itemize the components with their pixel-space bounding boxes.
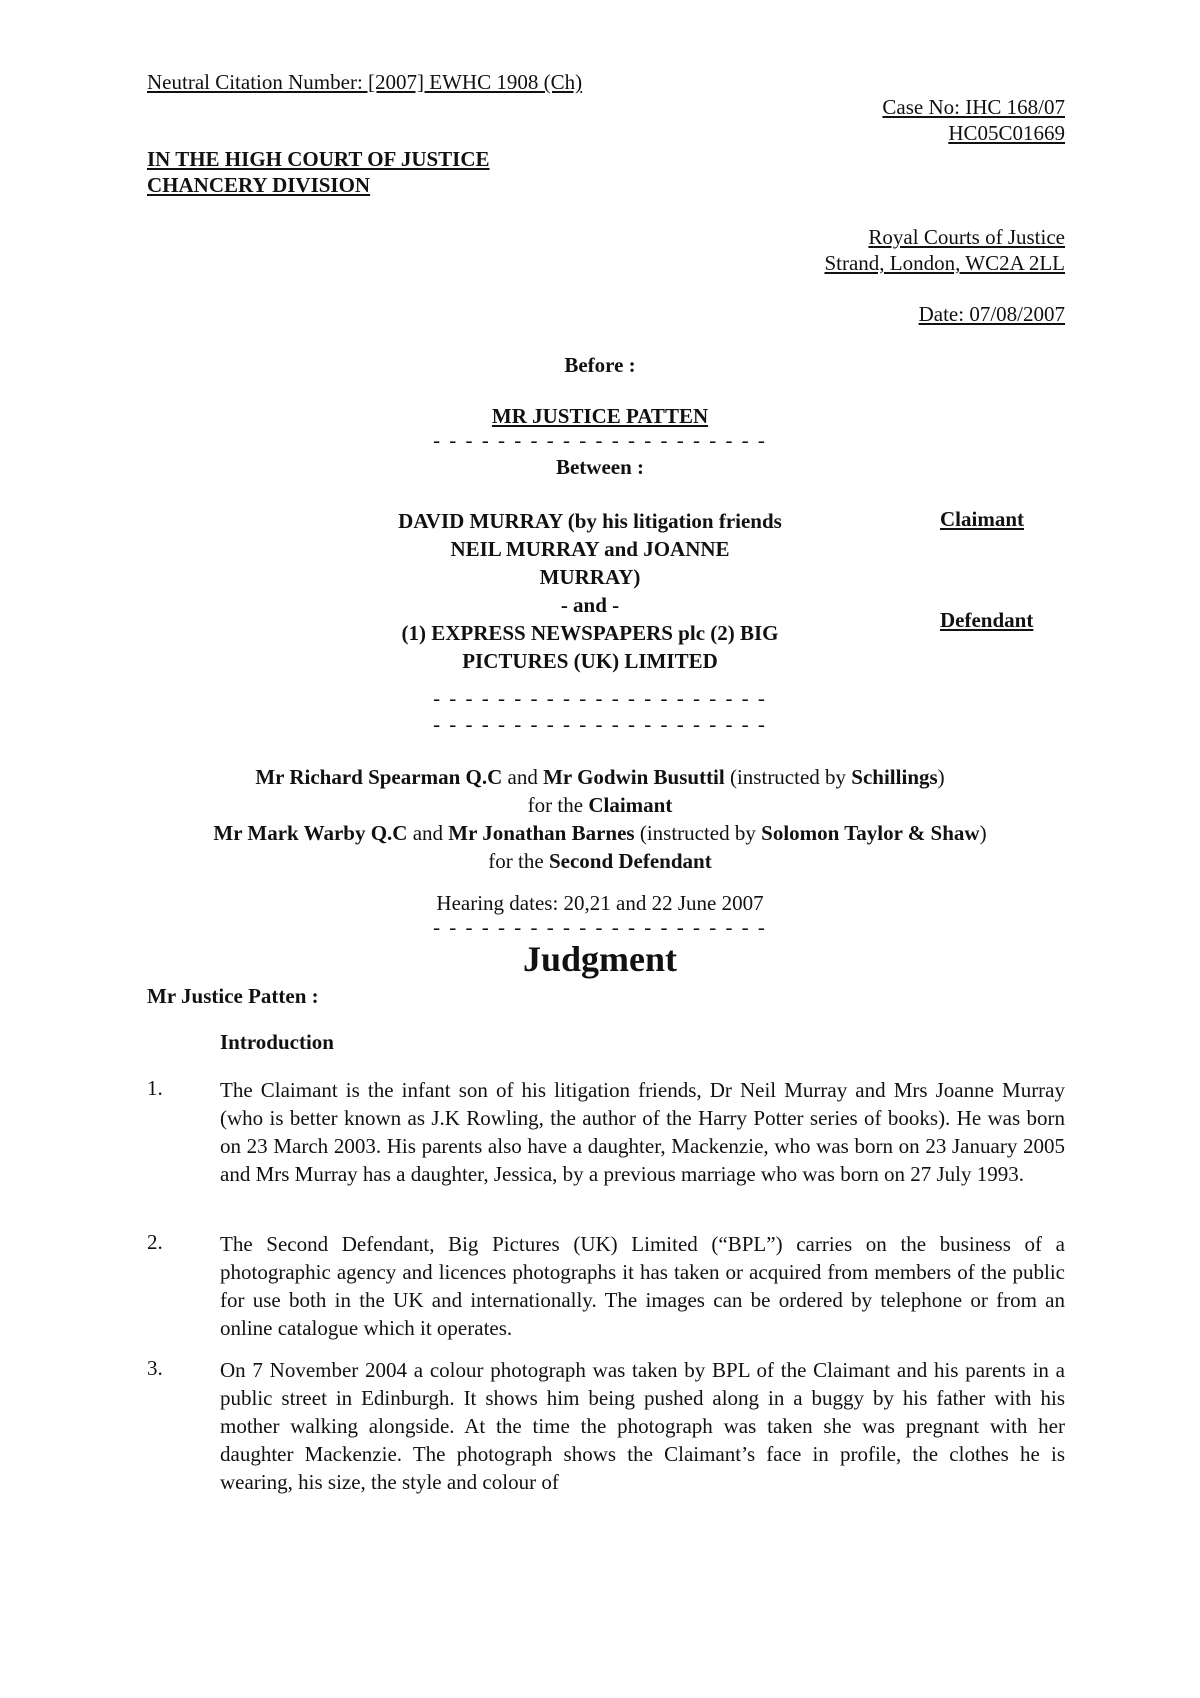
represented-party: Claimant [588,793,673,817]
judgment-title: Judgment [522,939,678,979]
court-address-line1: Royal Courts of Justice [868,225,1065,249]
counsel-and: and [407,821,449,845]
counsel-block [0,763,1200,875]
separator-line: - - - - - - - - - - - - - - - - - - - - - [433,686,767,710]
judgment-date: Date: 07/08/2007 [918,302,1065,326]
before-label: Before : [564,353,636,377]
case-number: Case No: IHC 168/07 [882,95,1065,119]
claimant-role: Claimant [940,507,1024,531]
between-label: Between : [555,455,645,479]
claimant-name-line3: MURRAY) [539,565,641,589]
paragraph-text: The Claimant is the infant son of his litigation friends, Dr Neil Murray and Mrs Joanne Murray (who is better known as J.K Rowling, the author of the Harry Potter series of books). He was born on 23 March 2003. His parents also have a daughter, Mackenzie, who was born on 23 January 2005 and Mrs Murray has a daughter, Jessica, by a previous marriage who was born on 27 July 1993. [220,1078,1065,1186]
represented-party: Second Defendant [548,849,712,873]
defendant-name-line1: (1) EXPRESS NEWSPAPERS plc (2) BIG [401,621,779,645]
judge-name: MR JUSTICE PATTEN [491,404,709,428]
and-label: - and - [560,593,620,617]
instructed-by: (instructed by [724,765,852,789]
instructed-by: (instructed by [634,821,762,845]
case-reference: HC05C01669 [948,121,1065,145]
court-division: CHANCERY DIVISION [147,173,371,197]
for-the: for the [527,793,589,817]
instructing-firm: Schillings [851,765,938,789]
counsel-name: Mr Richard Spearman Q.C [255,765,503,789]
for-the: for the [488,849,549,873]
claimant-block [330,507,850,675]
defendant-role: Defendant [940,608,1034,632]
neutral-citation: Neutral Citation Number: [2007] EWHC 1908 (Ch) [147,70,583,94]
claimant-counsel-for [0,791,1200,819]
separator-line: - - - - - - - - - - - - - - - - - - - - - [433,428,767,452]
counsel-and: and [502,765,544,789]
separator-line: - - - - - - - - - - - - - - - - - - - - - [433,915,767,939]
counsel-name: Mr Mark Warby Q.C [213,821,408,845]
separator-line: - - - - - - - - - - - - - - - - - - - - - [433,712,767,736]
claimant-counsel [0,763,1200,791]
instructing-firm: Solomon Taylor & Shaw [761,821,980,845]
section-heading: Introduction [220,1030,334,1054]
hearing-dates: Hearing dates: 20,21 and 22 June 2007 [436,891,764,915]
paragraph-number: 1. [147,1076,163,1100]
paragraph-number: 3. [147,1356,163,1380]
defendant-name-line2: PICTURES (UK) LIMITED [462,649,718,673]
court-address-line2: Strand, London, WC2A 2LL [824,251,1065,275]
paragraph-text: The Second Defendant, Big Pictures (UK) Limited (“BPL”) carries on the business of a photographic agency and licences photographs it has taken or acquired from members of the public for use both in the UK and internationally. The images can be ordered by telephone or from an online catalogue which it operates. [220,1232,1065,1340]
claimant-name-line1: DAVID MURRAY (by his litigation friends [398,509,782,533]
defendant-counsel-for [0,847,1200,875]
counsel-name: Mr Godwin Busuttil [543,765,725,789]
paragraph-text: On 7 November 2004 a colour photograph was taken by BPL of the Claimant and his parents in a public street in Edinburgh. It shows him being pushed along in a buggy by his father with his mother walking alongside. At the time the photograph was taken she was pregnant with her daughter Mackenzie. The photograph shows the Claimant’s face in profile, the clothes he is wearing, his size, the style and colour of [220,1358,1065,1494]
claimant-name-line2: NEIL MURRAY and JOANNE [450,537,730,561]
close-paren: ) [937,765,945,789]
close-paren: ) [979,821,987,845]
counsel-name: Mr Jonathan Barnes [448,821,635,845]
defendant-counsel [0,819,1200,847]
judge-heading: Mr Justice Patten : [147,984,319,1008]
court-name: IN THE HIGH COURT OF JUSTICE [147,147,490,171]
paragraph-number: 2. [147,1230,163,1254]
